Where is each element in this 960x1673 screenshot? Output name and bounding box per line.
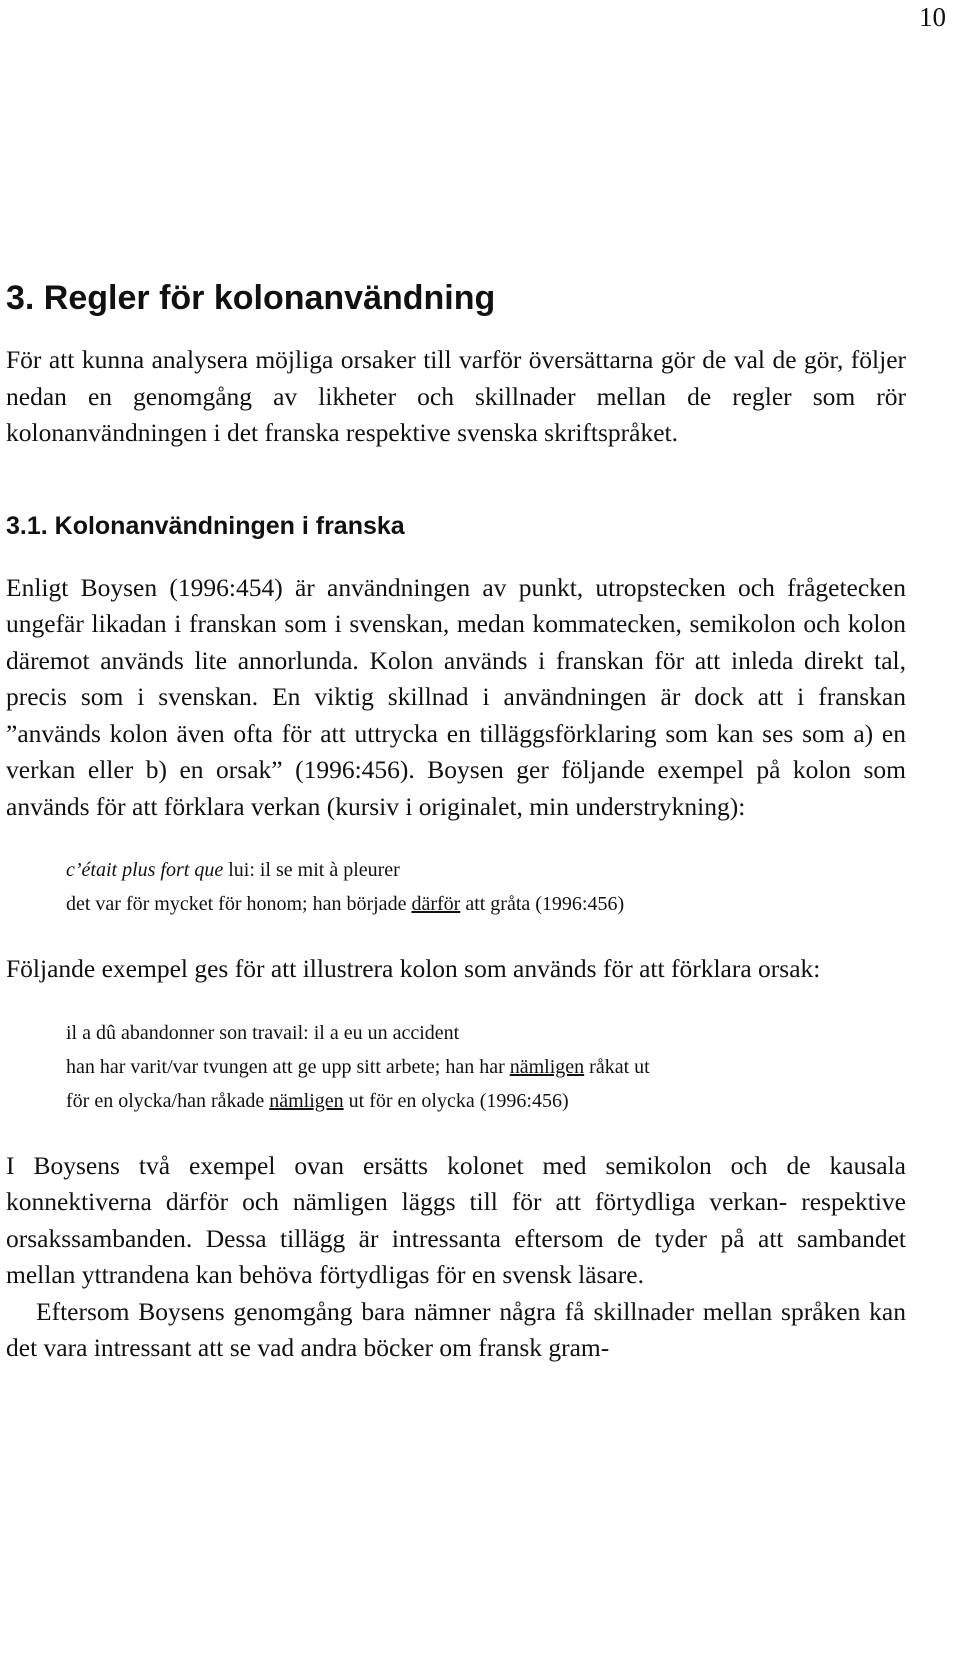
subsection-heading: 3.1. Kolonanvändningen i franska	[6, 511, 405, 540]
intro-paragraph: För att kunna analysera möjliga orsaker till varför översättarna gör de val de gör, följer nedan en genomgång av likheter och skillnader mellan de regler som rör kolonanvändningen i det franska respektive svenska skriftspråket.	[6, 345, 906, 447]
paragraph-continuation: Eftersom Boysens genomgång bara nämner några få skillnader mellan språken kan det vara intressant att se vad andra böcker om fransk gram-	[6, 1296, 906, 1362]
example-swedish-line	[66, 1084, 906, 1118]
example-text: han har varit/var tvungen att ge upp sitt arbete; han har	[66, 1055, 510, 1078]
example-text: det var för mycket för honom; han började	[66, 893, 412, 915]
page-number: 10	[919, 2, 946, 32]
example-cause	[66, 1016, 906, 1118]
italic-phrase: c’était plus fort que	[66, 859, 224, 881]
example-french-line	[66, 853, 906, 887]
document-body	[6, 276, 906, 1367]
example-text: att gråta (1996:456)	[460, 893, 625, 915]
underlined-word: nämligen	[269, 1089, 344, 1112]
section-heading: 3. Regler för kolonanvändning	[6, 279, 496, 317]
example-effect	[66, 853, 906, 921]
paragraph-boysen-examples: I Boysens två exempel ovan ersätts kolonet med semikolon och de kausala konnektiverna därför och nämligen läggs till för att förtydliga verkan- respektive orsakssambanden. Dessa tillägg är intressanta eftersom de tyder på att sambandet mellan yttrandena kan behöva förtydligas för en svensk läsare.	[6, 1150, 906, 1289]
example-text: råkat ut	[584, 1055, 650, 1078]
example-text: för en olycka/han råkade	[66, 1089, 270, 1112]
underlined-word: därför	[411, 893, 461, 915]
example-text: ut för en olycka (1996:456)	[343, 1089, 569, 1112]
example-swedish-line	[66, 1050, 906, 1084]
paragraph-boysen: Enligt Boysen (1996:454) är användningen av punkt, utropstecken och frågetecken ungefär likadan i franskan som i svenskan, medan kommatecken, semikolon och kolon däremot används lite annorlunda. Kolon används i franskan för att inleda direkt tal, precis som i svenskan. En viktig skillnad i användningen är dock att i franskan ”används kolon även ofta för att uttrycka en tilläggsförklaring som kan ses som a) en verkan eller b) en orsak” (1996:456). Boysen ger följande exempel på kolon som används för att förklara verkan (kursiv i originalet, min understrykning):	[6, 572, 906, 821]
example-text: lui: il se mit à pleurer	[223, 859, 400, 881]
example-french-line: il a dû abandonner son travail: il a eu un accident	[66, 1021, 460, 1044]
paragraph-cause-intro: Följande exempel ges för att illustrera kolon som används för att förklara orsak:	[6, 954, 821, 983]
underlined-word: nämligen	[509, 1055, 585, 1078]
example-swedish-line	[66, 887, 906, 921]
